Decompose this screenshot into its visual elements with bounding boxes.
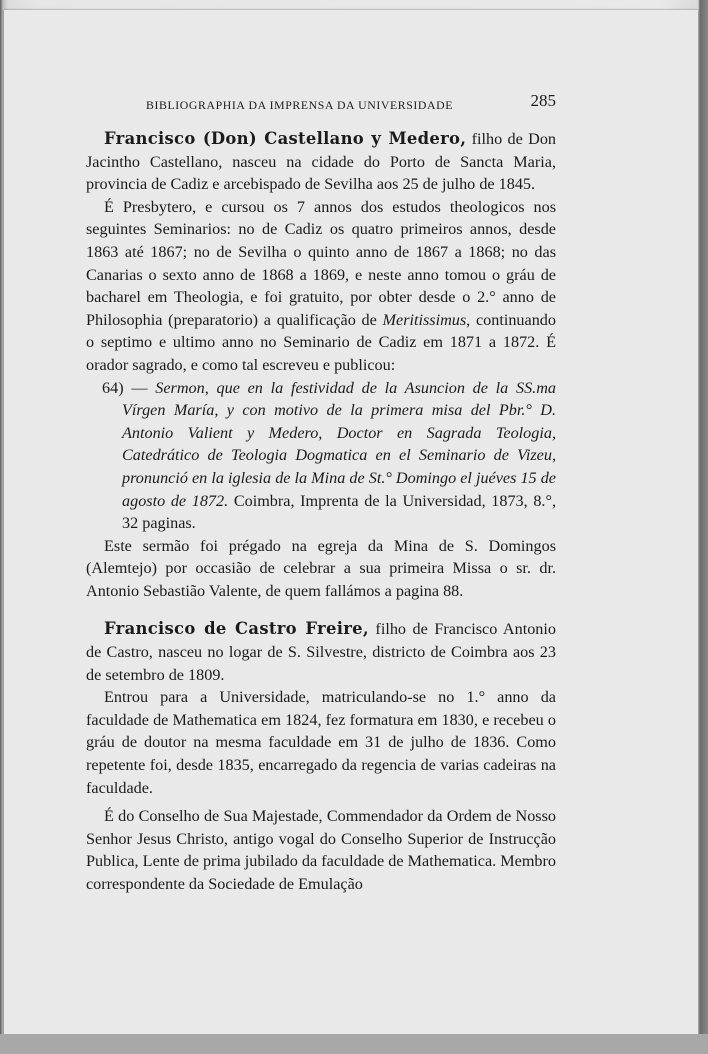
entry-castellano-career	[86, 196, 556, 377]
entry-castellano-intro	[86, 128, 556, 196]
career-italic: Meritissimus,	[382, 310, 471, 329]
entry-intro-text: filho de Don Jacintho Castellano, nasceu na cidade do Porto de Sancta Maria, provincia de Cadiz e arcebispado de Sevilha aos 25 de julho de 1845.	[86, 130, 557, 194]
page-content	[86, 92, 556, 896]
page-number: 285	[530, 91, 556, 110]
entry-name: Francisco de Castro Freire,	[104, 619, 369, 639]
entry-freire-intro	[86, 618, 556, 686]
running-header	[86, 92, 556, 116]
work-item-64	[102, 377, 557, 535]
entry-freire-honours: É do Conselho de Sua Majestade, Commendador da Ordem de Nosso Senhor Jesus Christo, antigo vogal do Conselho Superior de Instrucção Publica, Lente de prima jubilado da faculdade de Mathematica. Membro correspondente da Sociedade de Emulação	[86, 807, 556, 893]
entry-name: Francisco (Don) Castellano y Medero,	[104, 129, 467, 148]
career-text: É Presbytero, e cursou os 7 annos dos estudos theologicos nos seguintes Seminarios: no de Cadiz os quatro primeiros annos, desde 1863 até 1867; no de Sevilha o quinto anno de 1867 a 1868; no das Canarias o sexto anno de 1868 a 1869, e neste anno tomou o gráu de bacharel em Theologia, e foi gratuito, por obter desde o 2.° anno de Philosophia (preparatorio) a qualificação de	[86, 197, 556, 329]
entry-castellano-note: Este sermão foi prégado na egreja da Mina de S. Domingos (Alemtejo) por occasião de celebrar a sua primeira Missa o sr. dr. Antonio Sebastião Valente, de quem fallámos a pagina 88.	[86, 536, 556, 600]
entry-intro-text: filho de Francisco Antonio de Castro, nasceu no logar de S. Silvestre, districto de Coimbra aos 23 de setembro de 1809.	[86, 620, 556, 684]
career-text-cont: continuando o septimo e ultimo anno no Seminario de Cadiz em 1871 a 1872. É orador sagrado, e como tal escreveu e publicou:	[86, 310, 556, 374]
work-title: Sermon, que en la festividad de la Asuncion de la SS.ma Vírgen María, y con motivo de la primera misa del Pbr.° D. Antonio Valient y Medero, Doctor en Sagrada Teologia, Catedrático de Teologia Dogmatica en el Seminario de Vizeu, pronunció en la iglesia de la Mina de St.° Domingo el juéves 15 de agosto de 1872.	[122, 378, 557, 510]
entry-freire-career: Entrou para a Universidade, matriculando-se no 1.° anno da faculdade de Mathematica em 1824, fez formatura em 1830, e recebeu o gráu de doutor na mesma faculdade em 31 de julho de 1836. Como repetente foi, desde 1835, encarregado da regencia de varias cadeiras na faculdade.	[86, 688, 556, 797]
scan-bottom-edge	[0, 1034, 708, 1054]
work-number: 64) —	[102, 378, 148, 397]
header-title: BIBLIOGRAPHIA DA IMPRENSA DA UNIVERSIDADE	[146, 98, 454, 112]
work-imprint: Coimbra, Imprenta de la Universidad, 1873, 8.°, 32 paginas.	[122, 491, 557, 533]
